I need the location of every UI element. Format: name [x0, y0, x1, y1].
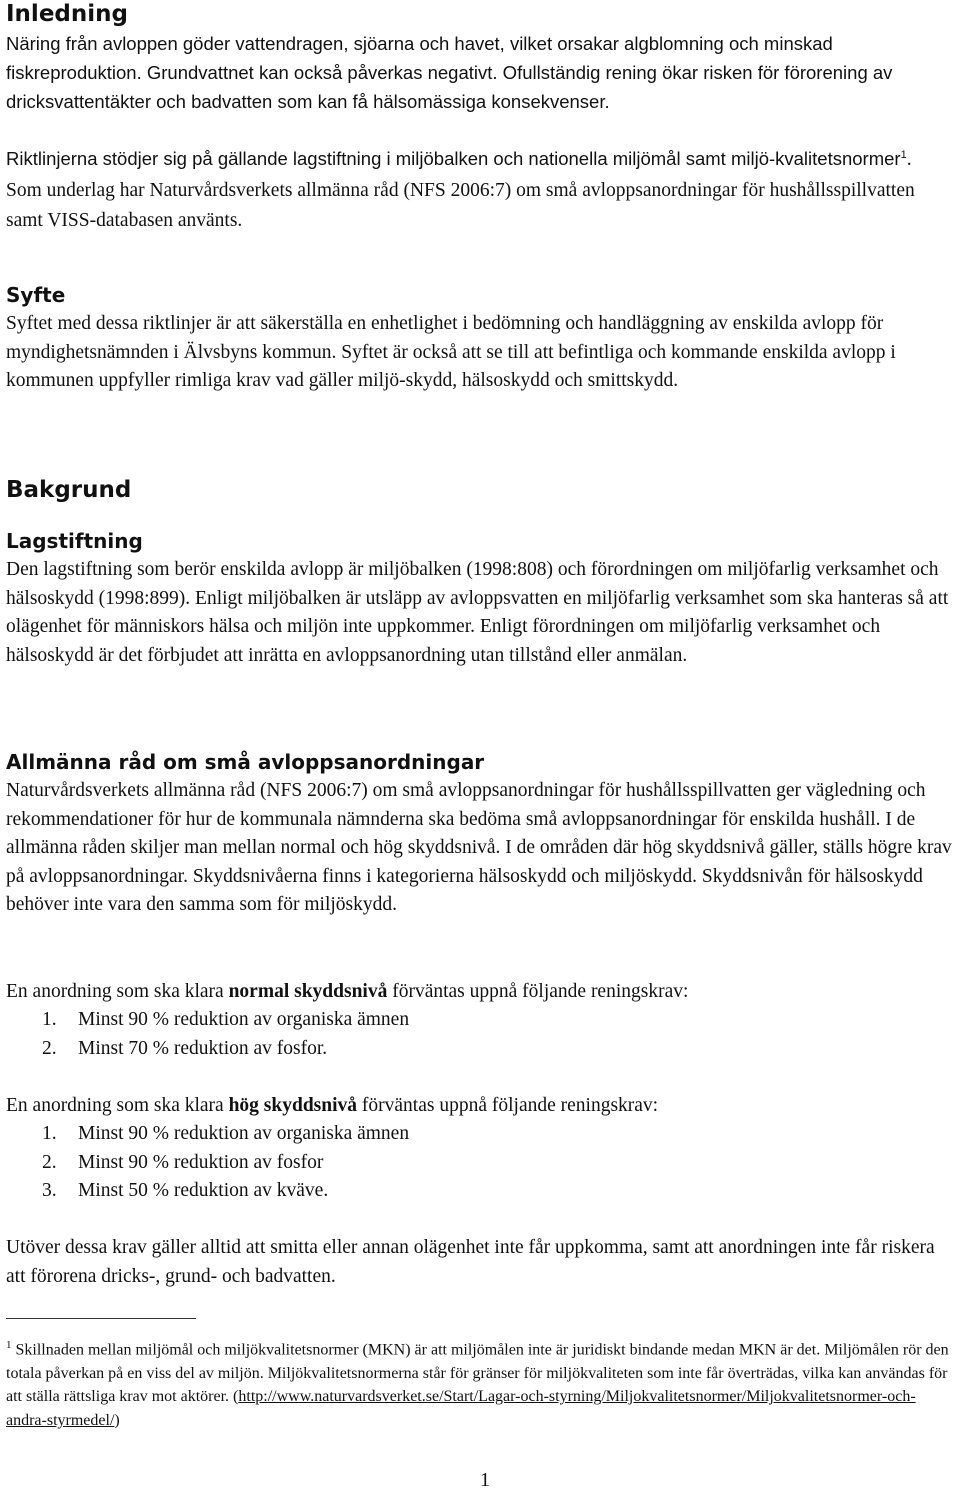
footnote-text: Skillnaden mellan miljömål och miljökvalitetsnormer (MKN) är att miljömålen inte är juridiskt bindande medan MKN är det. Miljömålen rör den totala påverkan på en viss del av miljön. Miljökvalitetsnormerna står för gränser för miljökvaliteten som inte får överträdas, vilka kan användas för att ställa rättsliga krav mot aktörer.: [6, 1341, 949, 1406]
allmanna-rad-paragraph: Naturvårdsverkets allmänna råd (NFS 2006:7) om små avloppsanordningar för hushållsspillvatten ger vägledning och rekommendationer för hur de kommunala nämnderna ska bedöma små avloppsanordningar för enskilda hushåll. I de allmänna råden skiljer man mellan normal och hög skyddsnivå. I de områden där hög skyddsnivå gäller, ställs högre krav på avloppsanordningar. Skyddsnivåerna finns i kategorierna hälsoskydd och miljöskydd. Skyddsnivån för hälsoskydd behöver inte vara den samma som för miljöskydd.: [6, 780, 952, 915]
list-item: [6, 1120, 951, 1149]
list-item-text: Minst 70 % reduktion av fosfor.: [78, 1037, 328, 1059]
list-item-number: 2.: [42, 1037, 57, 1059]
hog-intro-text: En anordning som ska klara: [6, 1095, 229, 1116]
list-item: [6, 1149, 951, 1178]
hog-skyddsniva-term: hög skyddsnivå: [228, 1095, 358, 1116]
list-item-text: Minst 90 % reduktion av organiska ämnen: [78, 1123, 410, 1144]
heading-inledning: Inledning: [6, 1, 128, 27]
footnote-number: 1: [6, 1339, 12, 1351]
list-item: [6, 1006, 951, 1035]
syfte-paragraph: Syftet med dessa riktlinjer är att säkerställa en enhetlighet i bedömning och handläggning av enskilda avlopp för myndighetsnämnden i Älvsbyns kommun. Syftet är också att se till att befintliga och kommande enskilda avlopp i kommunen uppfyller rimliga krav vad gäller miljö-skydd, hälsoskydd och smittskydd.: [6, 313, 896, 391]
hog-requirements-list: [6, 1120, 951, 1206]
list-item-text: Minst 90 % reduktion av organiska ämnen: [78, 1009, 410, 1030]
hog-intro-rest: förväntas uppnå följande reningskrav:: [357, 1095, 659, 1116]
footnote-divider: [6, 1318, 196, 1319]
normal-skyddsniva-intro: [6, 978, 951, 1007]
normal-skyddsniva-term: normal skyddsnivå: [228, 981, 388, 1002]
heading-allmanna-rad: Allmänna råd om små avloppsanordningar: [6, 750, 485, 774]
normal-intro-rest: förväntas uppnå följande reningskrav:: [387, 981, 689, 1002]
footnote-link[interactable]: http://www.naturvardsverket.se/Start/Lagar-och-styrning/Miljokvalitetsnormer/Miljokvalitetsnormer-och-andra-styrmedel/: [6, 1388, 916, 1429]
list-item-number: 2.: [42, 1151, 57, 1173]
list-item-number: 3.: [42, 1180, 57, 1201]
normal-requirements-list: [6, 1006, 951, 1063]
normal-intro-text: En anordning som ska klara: [6, 981, 229, 1002]
footnote-paren-open: (: [233, 1388, 239, 1406]
footnote: [6, 1334, 951, 1432]
list-item-text: Minst 50 % reduktion av kväve.: [78, 1180, 329, 1201]
heading-lagstiftning: Lagstiftning: [6, 529, 143, 553]
footnote-paren-close: ): [114, 1411, 120, 1429]
list-item-text: Minst 90 % reduktion av fosfor: [78, 1151, 324, 1173]
inledning-paragraph-2-start: Riktlinjerna stödjer sig på gällande lagstiftning i miljöbalken och nationella miljömål samt miljö-kvalitetsnormer: [6, 148, 901, 169]
lagstiftning-paragraph: Den lagstiftning som berör enskilda avlopp är miljöbalken (1998:808) och förordningen om miljöfarlig verksamhet och hälsoskydd (1998:899). Enligt miljöbalken är utsläpp av avloppsvatten en miljöfarlig verksamhet som ska hanteras så att olägenhet för människors hälsa och miljön inte uppkommer. Enligt förordningen om miljöfarlig verksamhet och hälsoskydd är det förbjudet att inrätta en avloppsanordning utan tillstånd eller anmälan.: [6, 559, 949, 666]
list-item: [6, 1035, 951, 1064]
page-number: 1: [480, 1469, 490, 1491]
closing-paragraph: Utöver dessa krav gäller alltid att smitta eller annan olägenhet inte får uppkomma, samt att anordningen inte får riskera att förorena dricks-, grund- och badvatten.: [6, 1237, 935, 1287]
hog-skyddsniva-intro: [6, 1092, 951, 1121]
footnote-reference: 1: [900, 148, 907, 161]
inledning-paragraph-1: Näring från avloppen göder vattendragen, sjöarna och havet, vilket orsakar algblomning och minskad fiskreproduktion. Grundvattnet kan också påverkas negativt. Ofullständig rening ökar risken för förorening av dricksvattentäkter och badvatten som kan få hälsomässiga konsekvenser.: [6, 33, 893, 112]
list-item-number: 1.: [42, 1009, 57, 1030]
inledning-paragraph-2: [6, 144, 951, 236]
list-item: [6, 1177, 951, 1206]
heading-bakgrund: Bakgrund: [6, 477, 132, 503]
heading-syfte: Syfte: [6, 283, 66, 307]
inledning-paragraph-2-end: . Som underlag har Naturvårdsverkets allmänna råd (NFS 2006:7) om små avloppsanordningar för hushållsspillvatten samt VISS-databasen använts.: [6, 149, 915, 231]
list-item-number: 1.: [42, 1123, 57, 1144]
